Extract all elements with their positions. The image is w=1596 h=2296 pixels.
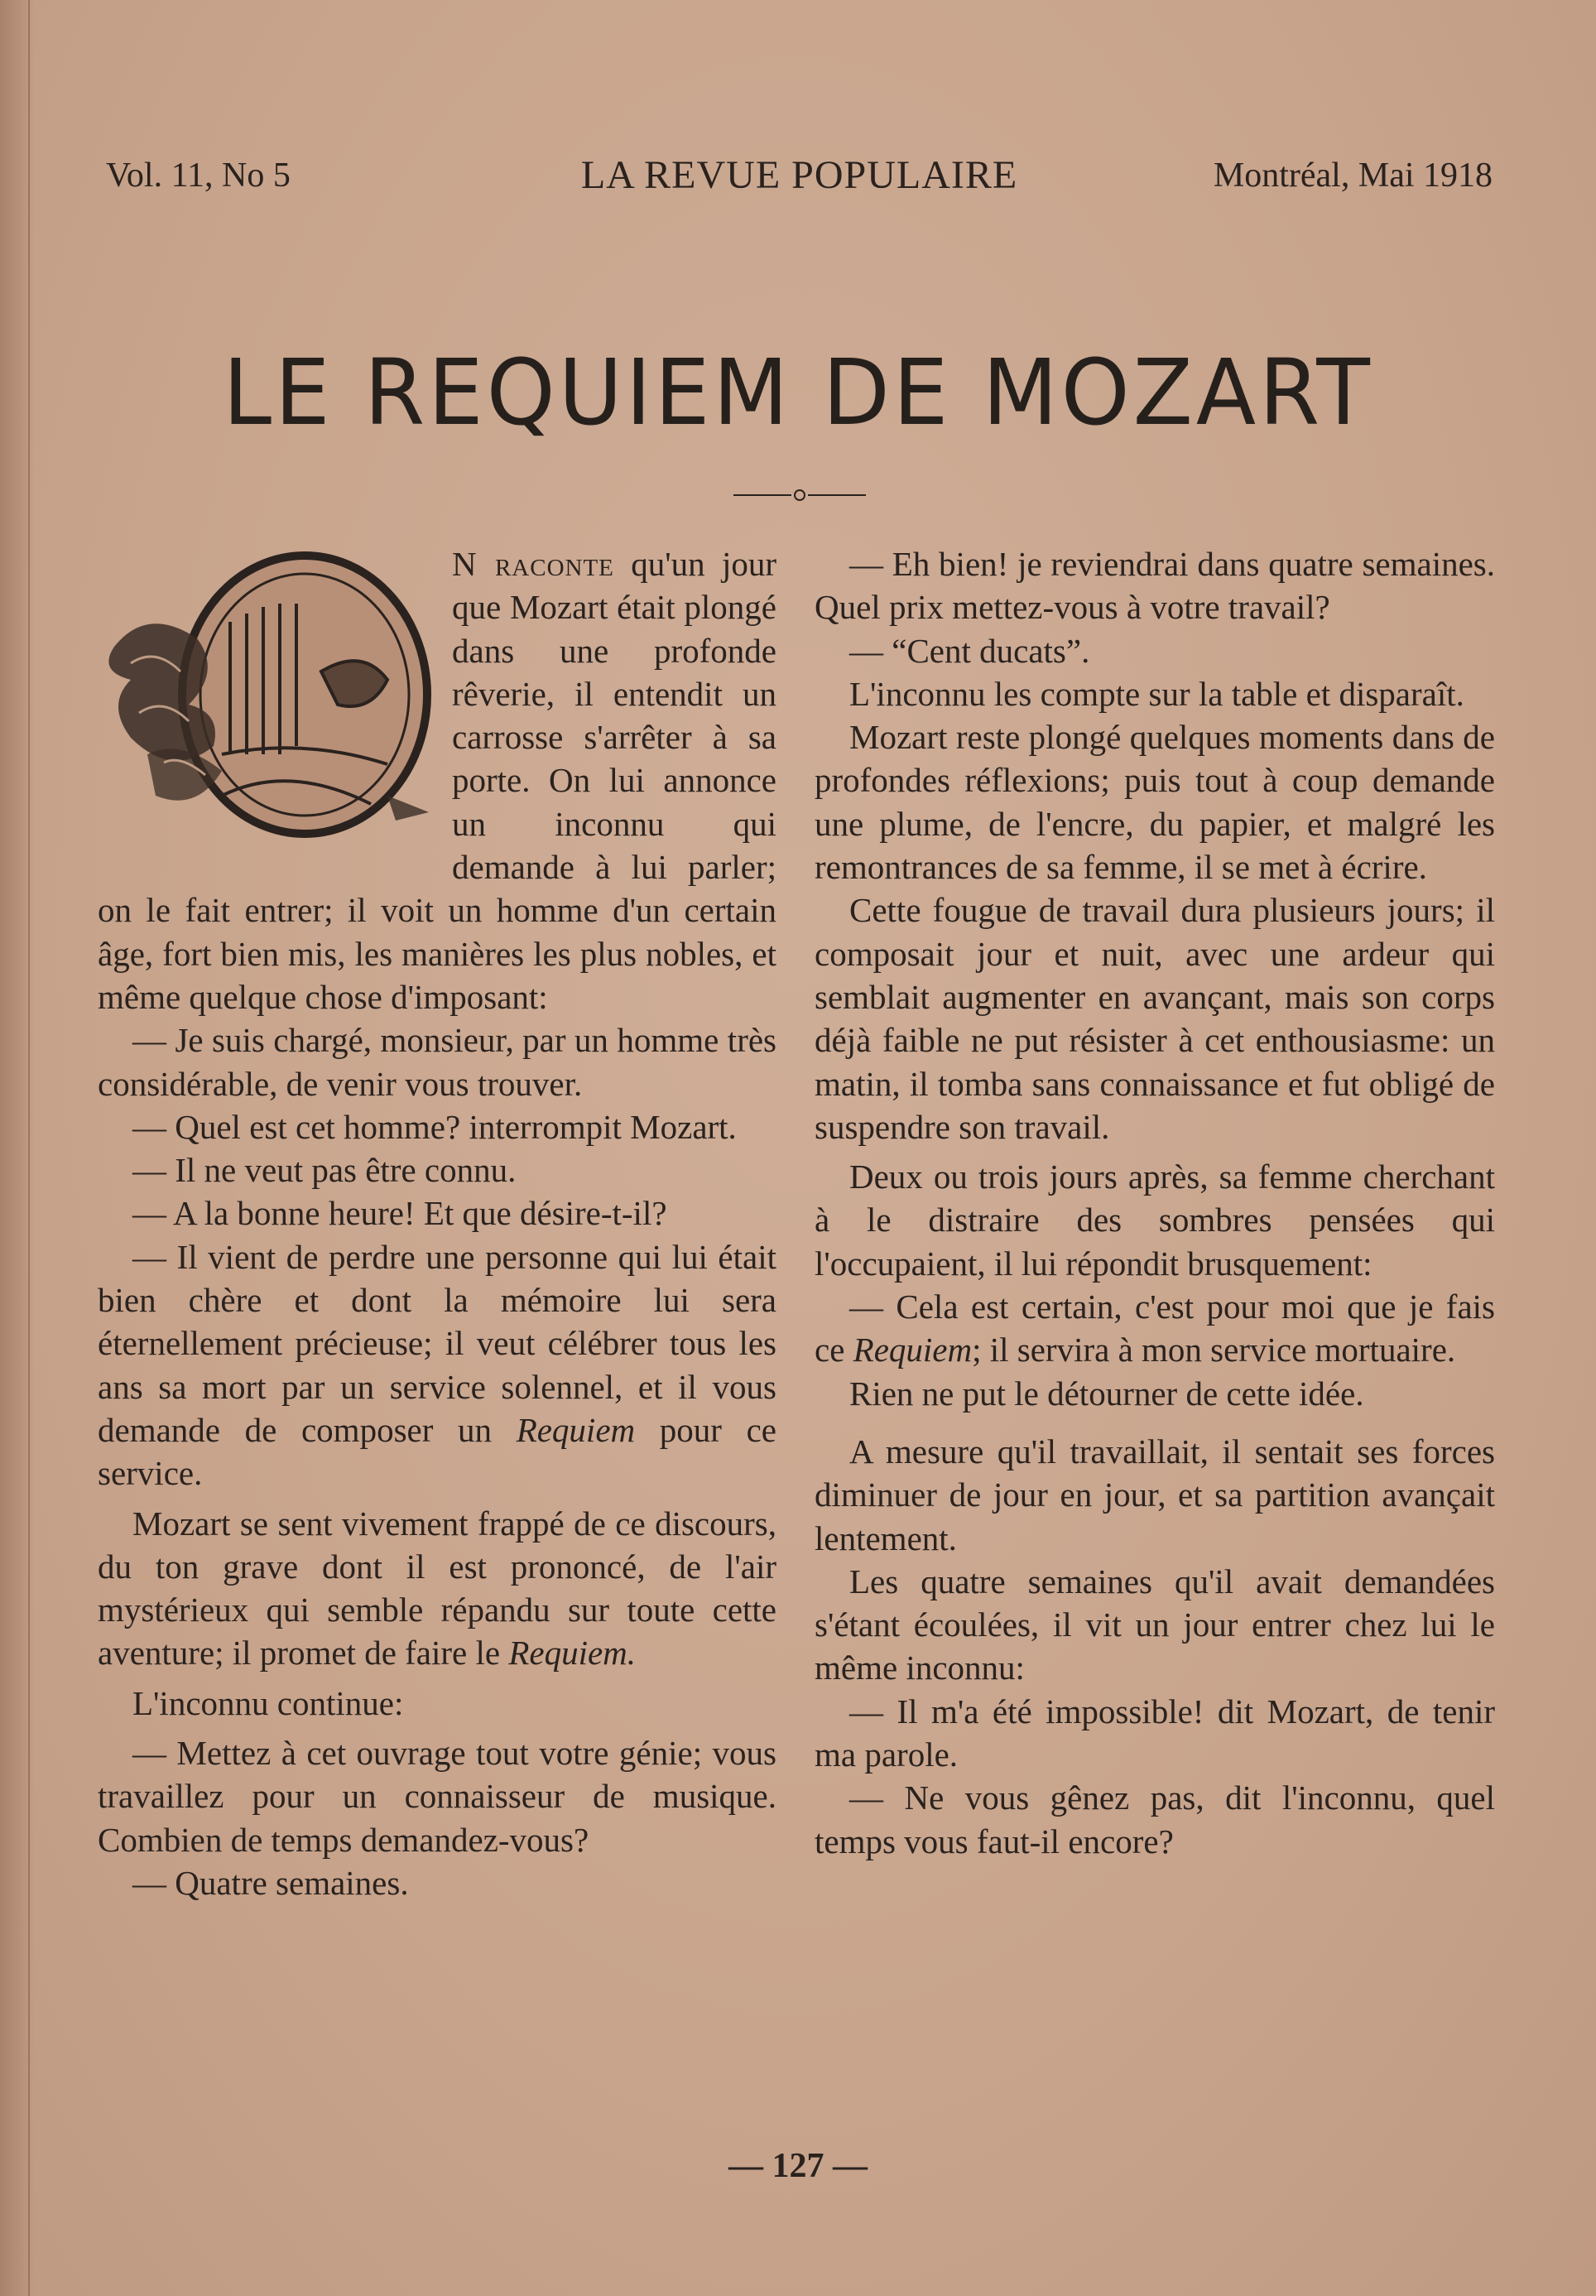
paragraph-text: Les quatre semaines qu'il avait demandées s'étant écoulées, il vit un jour entrer chez lui le même inconnu: <box>815 1562 1495 1687</box>
paragraph-text: Mozart se sent vivement frappé de ce discours, du ton grave dont il est prononcé, de l'air mystérieux qui semble répandu sur toute cette aventure; il promet de faire le <box>98 1504 776 1673</box>
paragraph-text: — Mettez à cet ouvrage tout votre génie; vous travaillez pour un connaisseur de musique. Combien de temps demandez-vous? <box>98 1734 776 1859</box>
paragraph-text: — Il vient de perdre une personne qui lui était bien chère et dont la mémoire lui sera éternellement précieuse; il veut célébrer tous les ans sa mort par un service solennel, et il vous demande de composer un <box>98 1237 776 1449</box>
paragraph-text: — Ne vous gênez pas, dit l'inconnu, quel temps vous faut-il encore? <box>815 1779 1495 1860</box>
page-number: — 127 — <box>728 2147 868 2185</box>
paragraph-text: — Eh bien! je reviendrai dans quatre semaines. Quel prix mettez-vous à votre travail? <box>815 545 1495 627</box>
title-rule-ornament-icon <box>732 487 868 503</box>
paragraph-text: Rien ne put le détourner de cette idée. <box>849 1374 1364 1413</box>
paragraph-text: Mozart reste plongé quelques moments dans de profondes réflexions; puis tout à coup demande une plume, de l'encre, du papier, et malgré les remontrances de sa femme, il se met à écrire. <box>815 718 1495 887</box>
binding-edge-line <box>28 0 30 2296</box>
paragraph-text: L'inconnu continue: <box>132 1683 404 1722</box>
paragraph-text: qu'un jour que Mozart était plongé dans une profonde rêverie, il entendit un carrosse s'arrêter à sa porte. On lui annonce un inconnu qui demande à lui parler; on le fait entrer; il voit un homme d'un certain âge, fort bien mis, les manières les plus nobles, et même quelque chose d'imposant: <box>98 545 776 1016</box>
article-title: LE REQUIEM DE MOZART <box>223 339 1373 445</box>
paragraph-text: — “Cent ducats”. <box>849 631 1090 670</box>
dropcap-lead-smallcaps: N raconte <box>452 545 614 583</box>
paragraph-text: Deux ou trois jours après, sa femme cherchant à le distraire des sombres pensées qui l'occupaient, il lui répondit brusquement: <box>815 1158 1495 1283</box>
header-place-date: Montréal, Mai 1918 <box>1213 156 1493 195</box>
paragraph-text: — Quel est cet homme? interrompit Mozart. <box>132 1107 737 1146</box>
header-volume: Vol. 11, No 5 <box>106 156 291 195</box>
paragraph-text: — Il ne veut pas être connu. <box>132 1151 517 1190</box>
paragraph-text: — Cela est certain, c'est pour moi que je fais ce <box>815 1288 1495 1369</box>
paragraph-text: — Je suis chargé, monsieur, par un homme très considérable, de venir vous trouver. <box>98 1021 776 1103</box>
paragraph-text: — A la bonne heure! Et que désire-t-il? <box>132 1194 667 1233</box>
paragraph-text: A mesure qu'il travaillait, il sentait ses forces diminuer de jour en jour, et sa partition avançait lentement. <box>815 1432 1495 1557</box>
italic-word: Requiem <box>516 1410 636 1449</box>
header-publication: LA REVUE POPULAIRE <box>580 153 1018 197</box>
right-column <box>815 542 1495 1863</box>
italic-word: Requiem. <box>508 1634 637 1673</box>
paragraph-text: — Quatre semaines. <box>132 1863 409 1902</box>
italic-word: Requiem <box>853 1331 973 1369</box>
paragraph-text: — Il m'a été impossible! dit Mozart, de tenir ma parole. <box>815 1692 1495 1774</box>
paragraph-text: Cette fougue de travail dura plusieurs jours; il composait jour et nuit, avec une ardeur qui semblait augmenter en avançant, mais son corps déjà faible ne put résister à cet enthousiasme: un matin, il tomba sans connaissance et fut obligé de suspendre son travail. <box>815 891 1495 1146</box>
paragraph-text: L'inconnu les compte sur la table et disparaît. <box>849 674 1464 713</box>
paragraph-text: pour ce service. <box>98 1410 776 1493</box>
left-column <box>98 542 776 1904</box>
ornamental-initial-o-icon <box>98 547 440 849</box>
paragraph-text: ; il servira à mon service mortuaire. <box>972 1331 1456 1369</box>
